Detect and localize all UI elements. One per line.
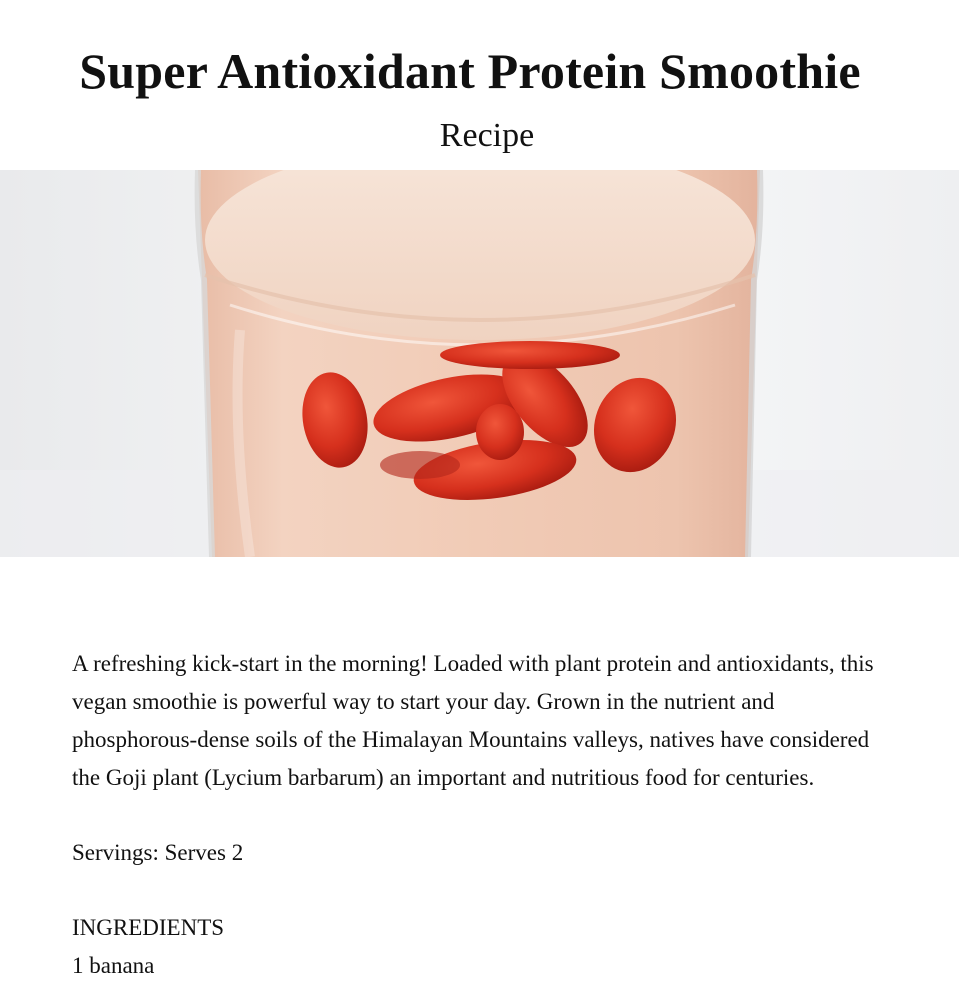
recipe-body bbox=[72, 645, 882, 985]
goji-berry bbox=[380, 451, 460, 479]
ingredients-heading: INGREDIENTS bbox=[72, 915, 225, 940]
ingredient-list bbox=[72, 947, 882, 985]
recipe-title: Super Antioxidant Protein Smoothie bbox=[79, 43, 861, 99]
goji-berry bbox=[476, 404, 524, 460]
servings-text: Servings: Serves 2 bbox=[72, 840, 244, 865]
recipe-subtitle: Recipe bbox=[439, 117, 535, 154]
smoothie-photo bbox=[0, 170, 959, 557]
goji-berry bbox=[440, 341, 620, 369]
ingredient-item: 1 banana bbox=[72, 953, 155, 978]
recipe-description: A refreshing kick-start in the morning! Loaded with plant protein and antioxidants, this vegan smoothie is powerful way to start your day. Grown in the nutrient and phosphorous-dense soils of the Himalayan Mountains valleys, natives have considered the Goji plant (Lycium barbarum) an important and nutritious food for centuries. bbox=[72, 651, 874, 790]
